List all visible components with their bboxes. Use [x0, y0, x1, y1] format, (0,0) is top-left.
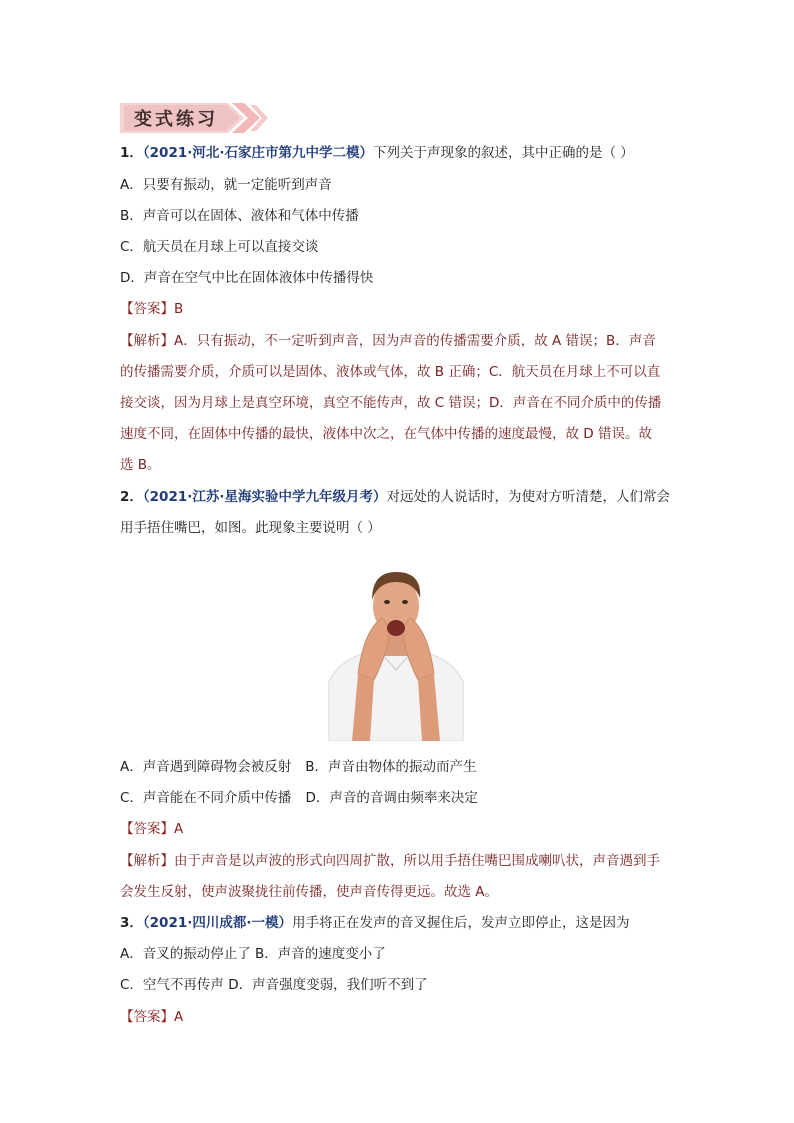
- section-title: 变式练习: [134, 109, 218, 130]
- q2-analysis-line-2: 会发生反射，使声波聚拢往前传播，使声音传得更远。故选 A。: [120, 884, 499, 900]
- shouting-man-image: [328, 564, 464, 741]
- q2-answer: 【答案】A: [120, 821, 184, 837]
- q1-analysis-line-5: 选 B。: [120, 457, 161, 473]
- q2-stem-line-2: 用手捂住嘴巴，如图。此现象主要说明（ ）: [120, 520, 381, 536]
- q2-option-c: C．声音能在不同介质中传播: [120, 790, 292, 806]
- q3-stem: 3．（2021·四川成都·一模）用手将正在发声的音叉握住后，发声立即停止，这是因为: [120, 915, 630, 931]
- q2-source: （2021·江苏·星海实验中学九年级月考）: [142, 489, 387, 505]
- q1-stem: 1．（2021·河北·石家庄市第九中学二模）下列关于声现象的叙述，其中正确的是（ ）: [120, 145, 634, 161]
- q2-option-d: D．声音的音调由频率来决定: [305, 790, 478, 806]
- q2-options-row-2: [120, 788, 478, 808]
- section-banner: [120, 101, 270, 135]
- q3-answer: 【答案】A: [120, 1009, 184, 1025]
- q2-option-a: A．声音遇到障碍物会被反射: [120, 759, 292, 775]
- q3-options-row-2: C．空气不再传声 D．声音强度变弱，我们听不到了: [120, 977, 428, 993]
- shouting-man-icon: [328, 564, 464, 741]
- q2-analysis-line-1: 【解析】由于声音是以声波的形式向四周扩散，所以用手捂住嘴巴围成喇叭状，声音遇到手: [120, 853, 660, 869]
- q2-option-b: B．声音由物体的振动而产生: [305, 759, 477, 775]
- q1-analysis-line-1: 【解析】A．只有振动，不一定听到声音，因为声音的传播需要介质，故 A 错误；B．声音: [120, 333, 656, 349]
- q1-analysis-line-2: 的传播需要介质，介质可以是固体、液体或气体，故 B 正确；C．航天员在月球上不可以直: [120, 364, 661, 380]
- q1-option-a: A．只要有振动，就一定能听到声音: [120, 177, 332, 193]
- q1-answer: 【答案】B: [120, 301, 184, 317]
- q1-source: （2021·河北·石家庄市第九中学二模）: [142, 145, 373, 161]
- q1-analysis-line-4: 速度不同，在固体中传播的最快，液体中次之，在气体中传播的速度最慢，故 D 错误。故: [120, 426, 652, 442]
- q1-option-b: B．声音可以在固体、液体和气体中传播: [120, 208, 359, 224]
- q2-options-row-1: [120, 757, 477, 777]
- q2-stem-line-1: 2．（2021·江苏·星海实验中学九年级月考）对远处的人说话时，为使对方听清楚，人们常会: [120, 489, 670, 505]
- q3-source: （2021·四川成都·一模）: [142, 915, 292, 931]
- q1-option-d: D．声音在空气中比在固体液体中传播得快: [120, 270, 374, 286]
- q1-analysis-line-3: 接交谈，因为月球上是真空环境，真空不能传声，故 C 错误；D．声音在不同介质中的传播: [120, 395, 662, 411]
- q3-options-row-1: A．音叉的振动停止了 B．声音的速度变小了: [120, 946, 386, 962]
- q1-option-c: C．航天员在月球上可以直接交谈: [120, 239, 319, 255]
